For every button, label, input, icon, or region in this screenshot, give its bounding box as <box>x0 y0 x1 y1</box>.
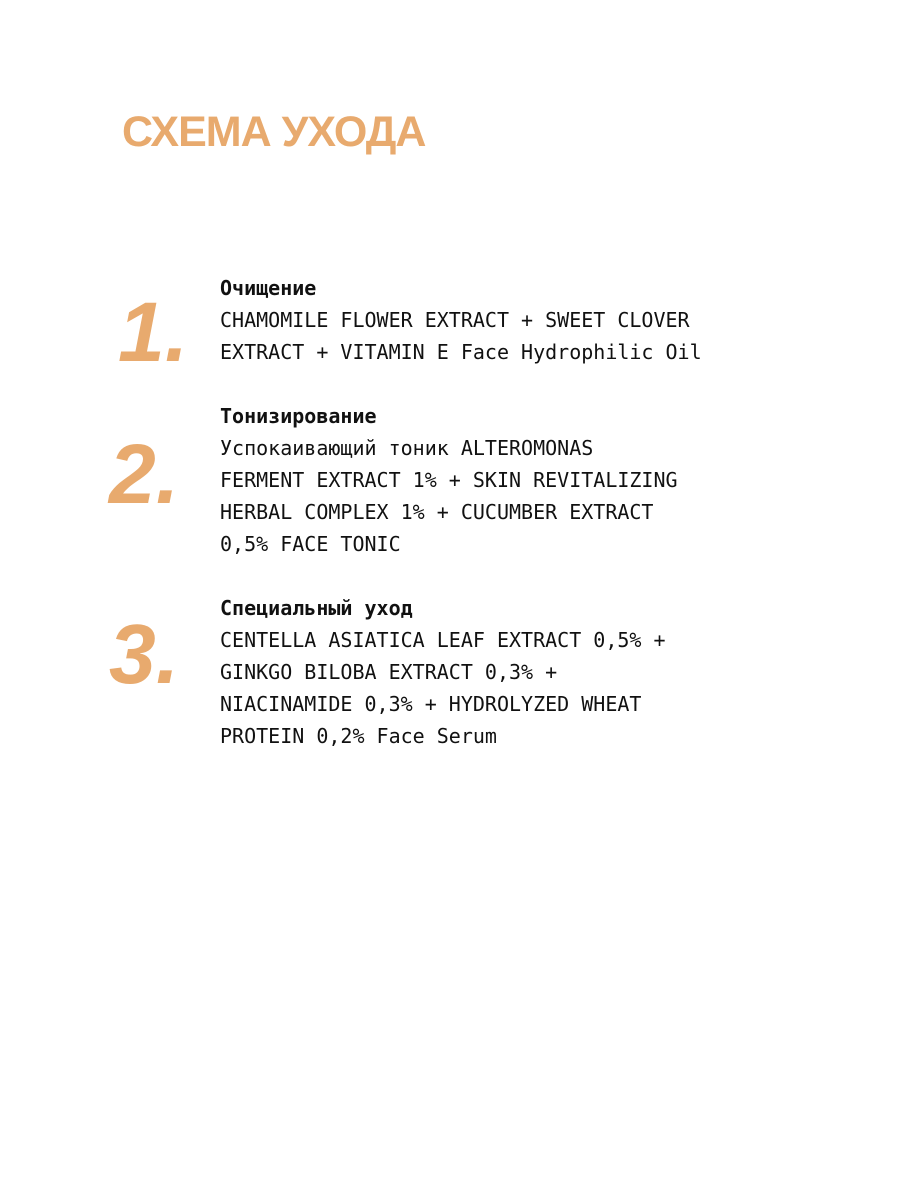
step-description-line: HERBAL COMPLEX 1% + CUCUMBER EXTRACT <box>220 500 654 524</box>
step-description-line: NIACINAMIDE 0,3% + HYDROLYZED WHEAT <box>220 692 642 716</box>
step-description-line: CHAMOMILE FLOWER EXTRACT + SWEET CLOVER <box>220 308 690 332</box>
step-description-line: CENTELLA ASIATICA LEAF EXTRACT 0,5% + <box>220 628 666 652</box>
step-description-line: GINKGO BILOBA EXTRACT 0,3% + <box>220 660 558 684</box>
page-title: СХЕМА УХОДА <box>122 108 426 156</box>
step-number: 2. <box>109 427 180 521</box>
step-description-line: EXTRACT + VITAMIN E Face Hydrophilic Oil <box>220 340 702 364</box>
step-description-line: FERMENT EXTRACT 1% + SKIN REVITALIZING <box>220 468 678 492</box>
step-content <box>220 400 860 560</box>
step-heading: Специальный уход <box>220 596 413 620</box>
step-description-line: PROTEIN 0,2% Face Serum <box>220 724 497 748</box>
step-description-line: Успокаивающий тоник ALTEROMONAS <box>220 436 594 460</box>
step-heading: Очищение <box>220 276 317 300</box>
step-number: 1. <box>118 285 189 379</box>
step-description-line: 0,5% FACE TONIC <box>220 532 401 556</box>
step-heading: Тонизирование <box>220 404 377 428</box>
step-content <box>220 272 860 368</box>
step-content <box>220 592 860 752</box>
step-number: 3. <box>109 607 180 701</box>
